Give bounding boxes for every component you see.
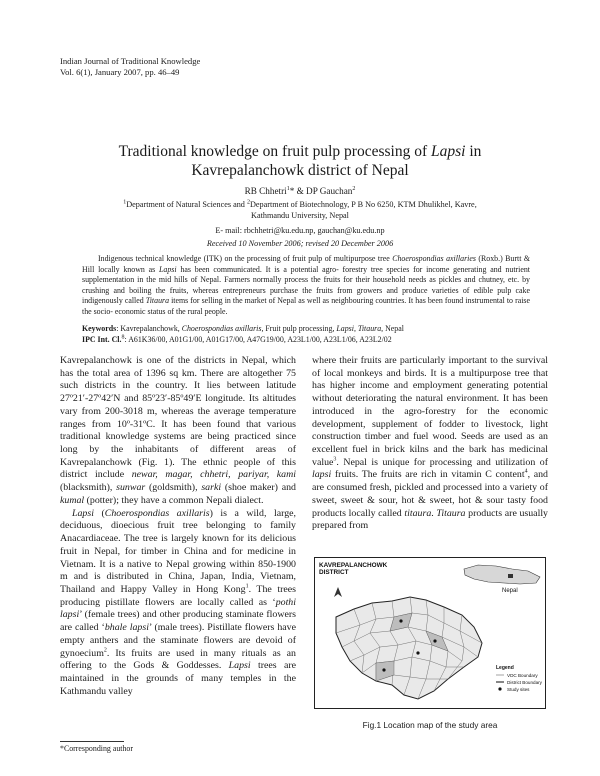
body-text: . Its fruits are used in many rituals as an offering to the Gods & Goddesses. (60, 647, 296, 672)
keywords-text: , Nepal (381, 324, 404, 333)
keywords-text: : Kavrepalanchowk, (116, 324, 182, 333)
body-column-right (312, 355, 548, 533)
map-title: KAVREPALANCHOWK (319, 562, 388, 569)
body-italic: sarki (201, 482, 222, 494)
map-subtitle: DISTRICT (319, 569, 349, 576)
body-text: ( (93, 507, 105, 519)
affiliation (60, 199, 540, 221)
body-text: . Nepal is unique for processing and utilization of (336, 456, 548, 468)
district-location-marker (508, 574, 513, 578)
affil-dept-1: Department of Natural Sciences and (126, 200, 247, 209)
body-italic: sunwar (116, 482, 146, 494)
affil-sup-1: 1 (123, 199, 127, 206)
author-2: & DP Gauchan (294, 186, 353, 196)
journal-issue: Vol. 6(1), January 2007, pp. 46–49 (60, 67, 180, 77)
body-text: . (431, 507, 437, 519)
received-line: Received 10 November 2006; revised 20 December 2006 (206, 239, 394, 248)
legend-vdc: VDC Boundary (507, 673, 538, 678)
body-text: , and are consumed fresh, pickled and processed into a variety of sweet, sweet & sour, hot & sweet, hot & sour tasty food products locally called (312, 469, 548, 519)
title-line2: Kavrepalanchowk district of Nepal (191, 162, 409, 179)
paragraph-1 (60, 355, 296, 508)
journal-header (60, 56, 200, 78)
body-italic: kumal (60, 494, 85, 506)
body-text: ’ (female trees) and other producing staminate flowers are called ‘ (60, 609, 296, 634)
abstract-italic: Titaura (145, 296, 170, 306)
affil-sup-2: 2 (246, 199, 250, 206)
figure-caption: Fig.1 Location map of the study area (362, 720, 498, 730)
body-italic: Lapsi (228, 660, 251, 672)
keywords-text: , (353, 324, 358, 333)
nepal-label: Nepal (502, 588, 518, 594)
abstract-text: Indigenous technical knowledge (ITK) on the processing of fruit pulp of multipurpose tree (98, 254, 393, 263)
body-text: products are usually prepared from (312, 507, 548, 532)
body-italic: pothi lapsi (60, 596, 296, 621)
authors (60, 186, 540, 196)
keywords-label: Keywords (82, 324, 117, 333)
body-italic: Choerospondias axillaris (104, 507, 210, 519)
title-part2: in (465, 143, 482, 160)
legend-sites: Study sites (507, 687, 530, 692)
citation-sup: 1 (245, 583, 249, 590)
abstract-text: has been communicated. It is a potential agro- forestry tree species for income generating and nutrient supplementation in the mid hills of Nepal. Farmers normally process the fruits for their household needs as pickles and chutney, etc. by crushing and boiling the fruits, whereas entrepreneurs purchase the fruits from growers and produce varieties of edible pulp cake indigenously called (82, 264, 530, 306)
body-text: (goldsmith), (145, 482, 202, 494)
body-italic: newar, magar, chhetri, pariyar, kami (131, 469, 296, 481)
body-text: ) is a wild, large, deciduous, dioecious fruit tree belonging to family Anacardiaceae. The tree is largely known for its delicious fruit in Nepal, for timber in China and for medicine in Vietnam. It is a native to Nepal growing within 850-1900 m and is distributed in China, Japan, India, Vietnam, Thailand and Happy Valley in Hong Kong (60, 507, 297, 595)
keywords-italic: Titaura (357, 324, 382, 333)
abstract (82, 254, 530, 318)
body-italic: bhale lapsi (104, 622, 149, 634)
citation-sup: 4 (524, 469, 528, 476)
ipc-sup: 8 (121, 333, 125, 340)
abstract-text: items for selling in the market of Nepal as well as neighbouring countries. It has been found instrumental to raise the socio- economic status of the rural people. (82, 296, 530, 316)
body-italic: Lapsi (72, 507, 94, 519)
author-1-sup: 1 (286, 185, 290, 192)
body-text: ’ (male trees). Pistillate flowers have empty anthers and the staminate flowers are devoid of gynoecium (60, 622, 296, 659)
body-text: trees are maintained in the grounds of many temples in the Kathmandu valley (60, 660, 297, 697)
author-1: RB Chhetri (244, 186, 287, 196)
ipc-codes: : A61K36/00, A01G1/00, A01G17/00, A47G19/00, A23L1/00, A23L1/06, A23L2/02 (124, 334, 392, 344)
legend-site-swatch (498, 687, 501, 690)
location-map-figure (314, 557, 546, 709)
abstract-italic: Choerospondias axillaries (392, 254, 476, 263)
body-text: Kavrepalanchowk is one of the districts in Nepal, which has the total area of 1396 sq km. There are altogether 75 such districts in the country. It lies between latitude 27º21′-27º42′N and 85º23′-85º49′E longitude. Its altitudes vary from 200-3018 m, whereas the average temperature ranges from 10º-31ºC. It has been found that various traditional knowledge systems are being practiced since long by the inhabitants of different areas of Kavrepalanchowk (Fig. 1). The ethnic people of this district include (60, 355, 296, 481)
ipc-label: IPC Int. Cl. (82, 334, 122, 344)
citation-sup: 2 (103, 647, 107, 654)
body-text: (potter); they have a common Nepali dialect. (84, 494, 264, 506)
citation-sup: 3 (333, 456, 337, 463)
paper-title (60, 142, 540, 180)
affil-line-2: Kathmandu University, Nepal (251, 211, 349, 220)
corresponding-star: * (289, 186, 295, 196)
body-italic: Titaura (436, 507, 466, 519)
author-2-sup: 2 (352, 185, 356, 192)
paragraph-2 (60, 508, 296, 699)
affil-dept-2: Department of Biotechnology, P B No 6250, KTM Dhulikhel, Kavre, (249, 200, 477, 209)
footnote-rule (60, 741, 124, 742)
keywords (82, 324, 532, 345)
body-text: (blacksmith), (60, 482, 117, 494)
body-text: fruits. The fruits are rich in vitamin C content (331, 469, 525, 481)
title-italic: Lapsi (431, 143, 466, 160)
body-italic: lapsi (312, 469, 332, 481)
title-part1: Traditional knowledge on fruit pulp processing of (118, 143, 431, 160)
keywords-text: , Fruit pulp processing, (261, 324, 337, 333)
body-text: . The trees producing pistillate flowers are locally called as ‘ (60, 583, 296, 608)
abstract-text: (Roxb.) Burtt & Hill locally known as (82, 254, 531, 274)
keywords-italic: Choerospondias axillaris (181, 324, 262, 333)
body-italic: titaura (404, 507, 432, 519)
body-text: where their fruits are particularly important to the survival of local monkeys and birds. It is a multipurpose tree that has higher income and employment generating potential without deteriorating the natural environment. It has been introduced in the agro-forestry for the economic development, supplement of fodder to livestock, light construction timber and fuel wood. Seeds are used as an excellent fuel in brick kilns and the bark has medicinal value (312, 355, 548, 468)
legend-title: Legend (496, 665, 514, 671)
footnote: *Corresponding author (60, 744, 133, 753)
body-text: (shoe maker) and (221, 482, 296, 494)
location-map (314, 557, 546, 709)
journal-name: Indian Journal of Traditional Knowledge (60, 56, 201, 66)
email-line: E- mail: rbchhetri@ku.edu.np, gauchan@ku.edu.np (215, 226, 385, 235)
legend-district: District Boundary (507, 680, 542, 685)
keywords-italic: Lapsi (336, 324, 354, 333)
abstract-italic: Lapsi (159, 264, 177, 274)
paragraph-3 (312, 355, 548, 533)
body-column-left (60, 355, 296, 698)
